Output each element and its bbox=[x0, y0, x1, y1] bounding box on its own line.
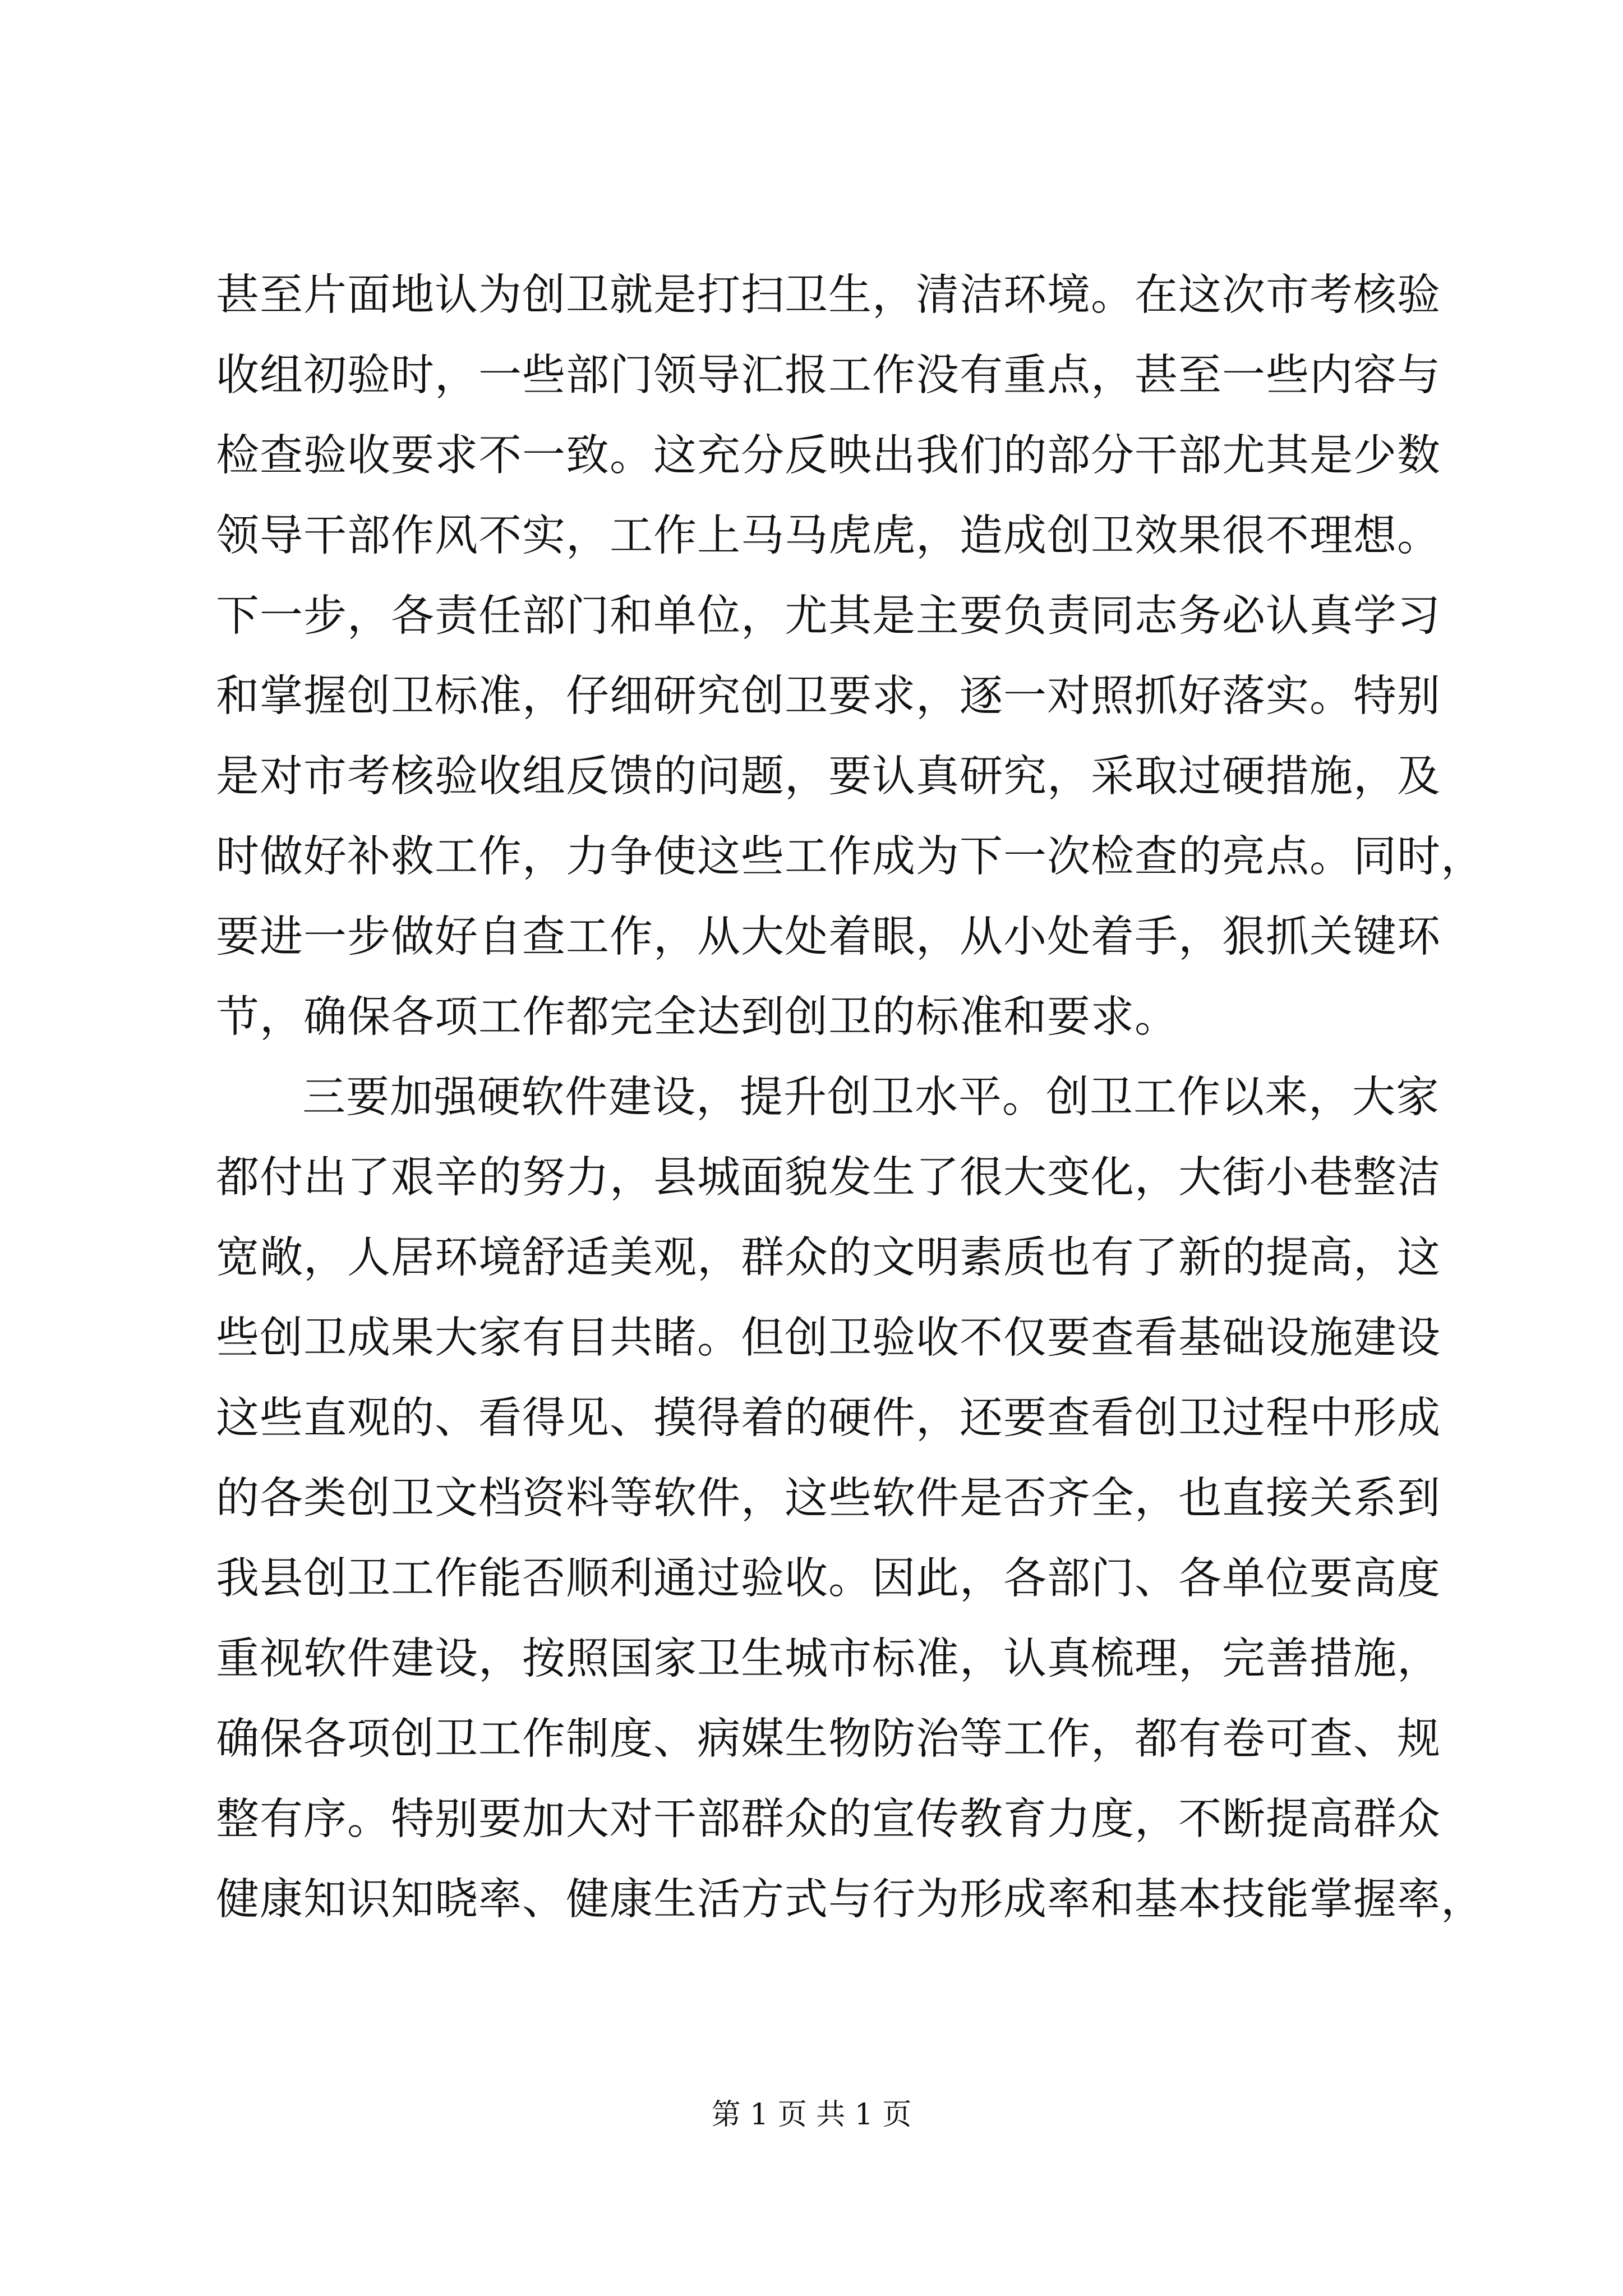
text-line: 收组初验时，一些部门领导汇报工作没有重点，甚至一些内容与 bbox=[216, 351, 1441, 401]
body-text bbox=[216, 255, 1484, 1940]
paragraph-first-line: 三要加强硬软件建设，提升创卫水平。创卫工作以来，大家 bbox=[302, 1073, 1440, 1122]
text-line: 宽敞，人居环境舒适美观，群众的文明素质也有了新的提高，这 bbox=[216, 1233, 1441, 1283]
text-line: 整有序。特别要加大对干部群众的宣传教育力度，不断提高群众 bbox=[216, 1795, 1441, 1844]
text-line: 重视软件建设，按照国家卫生城市标准，认真梳理，完善措施， bbox=[216, 1634, 1441, 1684]
text-line: 我县创卫工作能否顺利通过验收。因此，各部门、各单位要高度 bbox=[216, 1554, 1441, 1604]
text-line: 健康知识知晓率、健康生活方式与行为形成率和基本技能掌握率， bbox=[216, 1875, 1484, 1925]
text-line: 时做好补救工作，力争使这些工作成为下一次检查的亮点。同时， bbox=[216, 832, 1484, 882]
text-line: 的各类创卫文档资料等软件，这些软件是否齐全，也直接关系到 bbox=[216, 1474, 1441, 1524]
text-line: 这些直观的、看得见、摸得着的硬件，还要查看创卫过程中形成 bbox=[216, 1393, 1441, 1443]
text-line: 领导干部作风不实，工作上马马虎虎，造成创卫效果很不理想。 bbox=[216, 511, 1441, 561]
page-number-footer: 第 1 页 共 1 页 bbox=[711, 2098, 912, 2132]
text-line: 些创卫成果大家有目共睹。但创卫验收不仅要查看基础设施建设 bbox=[216, 1313, 1441, 1363]
text-line: 检查验收要求不一致。这充分反映出我们的部分干部尤其是少数 bbox=[216, 431, 1441, 481]
text-line: 甚至片面地认为创卫就是打扫卫生，清洁环境。在这次市考核验 bbox=[216, 270, 1441, 320]
text-line: 下一步，各责任部门和单位，尤其是主要负责同志务必认真学习 bbox=[216, 591, 1441, 641]
text-line: 都付出了艰辛的努力，县城面貌发生了很大变化，大街小巷整洁 bbox=[216, 1153, 1441, 1203]
text-line: 确保各项创卫工作制度、病媒生物防治等工作，都有卷可查、规 bbox=[216, 1714, 1441, 1764]
text-line: 要进一步做好自查工作，从大处着眼，从小处着手，狠抓关键环 bbox=[216, 912, 1441, 962]
text-line: 节，确保各项工作都完全达到创卫的标准和要求。 bbox=[216, 992, 1178, 1042]
text-line: 是对市考核验收组反馈的问题，要认真研究，采取过硬措施，及 bbox=[216, 752, 1441, 802]
text-line: 和掌握创卫标准，仔细研究创卫要求，逐一对照抓好落实。特别 bbox=[216, 671, 1441, 721]
